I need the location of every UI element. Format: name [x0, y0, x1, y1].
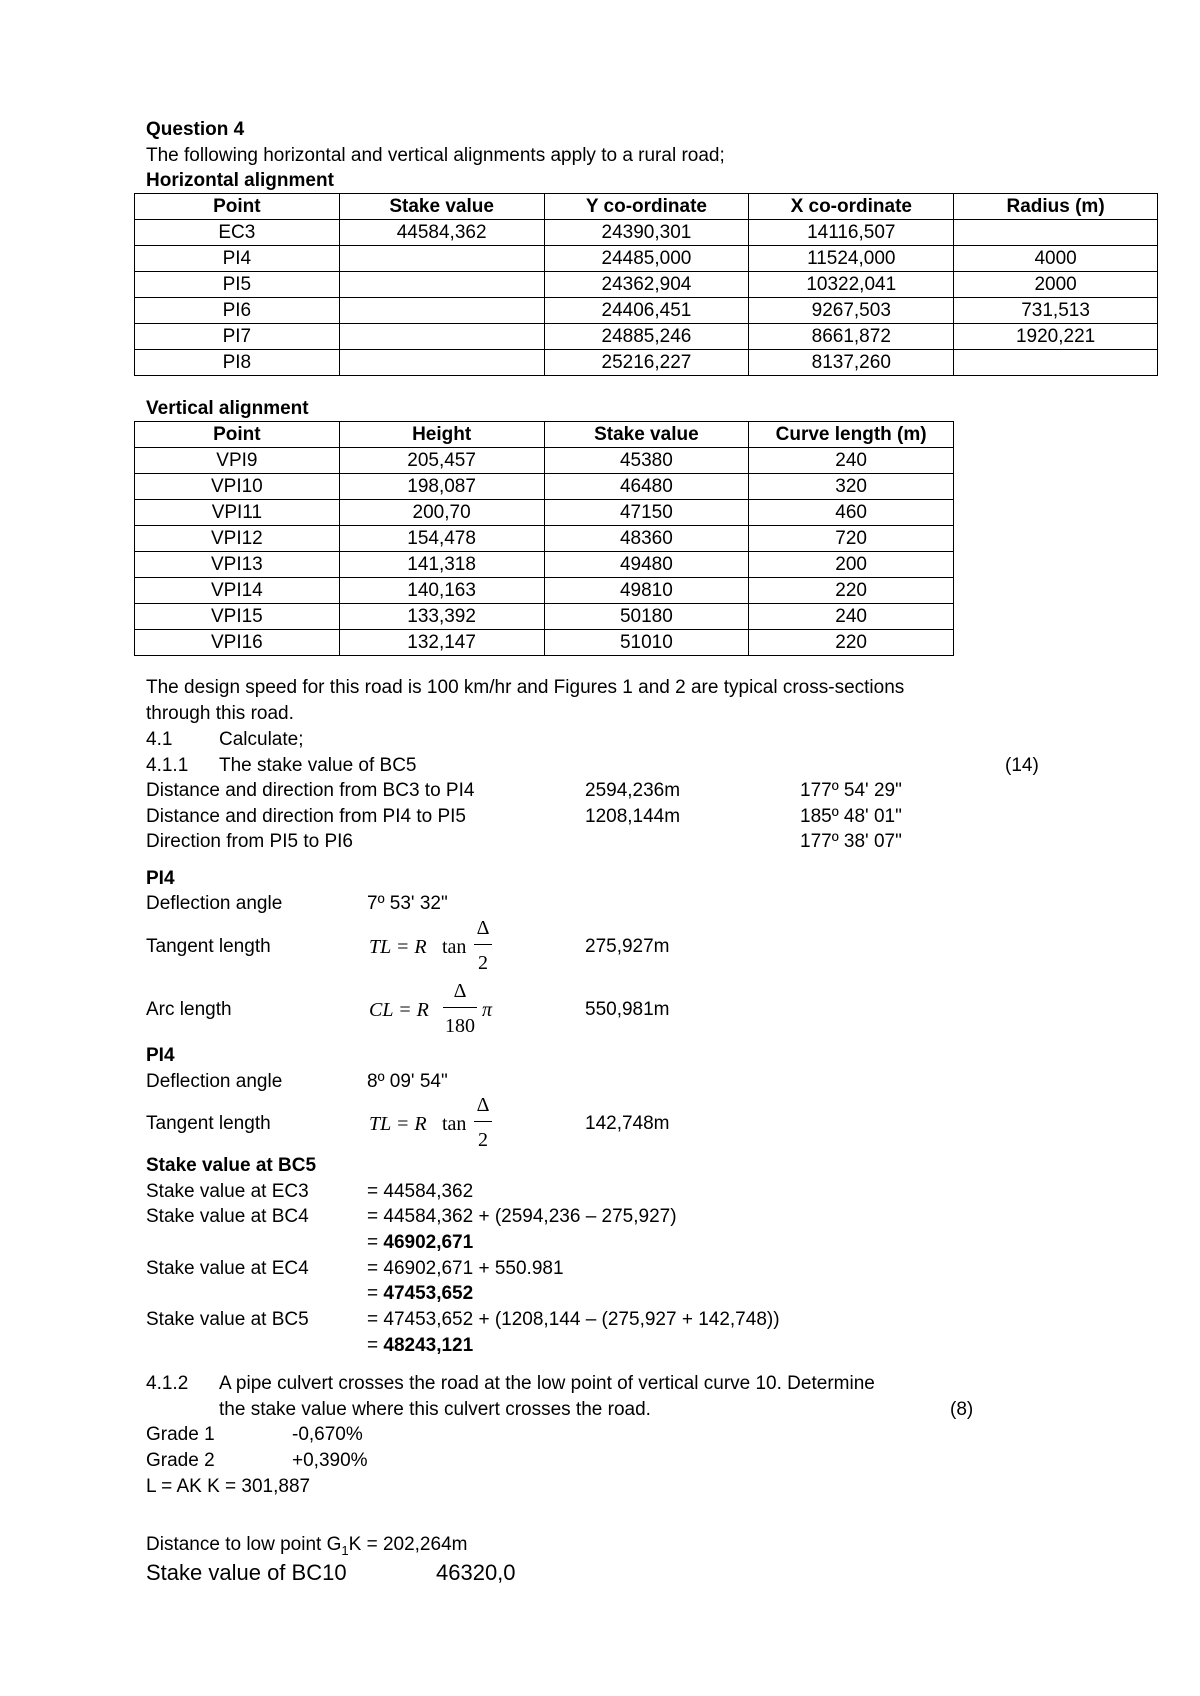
table-cell: PI4: [135, 246, 340, 272]
table-cell: 48360: [544, 526, 749, 552]
grade-value: -0,670%: [292, 1424, 363, 1445]
deflection-angle-label: Deflection angle: [146, 893, 283, 914]
bc5-title: Stake value at BC5: [146, 1155, 317, 1176]
arc-length-value: 550,981m: [585, 999, 670, 1020]
column-header: Stake value: [544, 422, 749, 448]
table-row: [135, 500, 954, 526]
table-cell: 720: [749, 526, 954, 552]
table-cell: [954, 220, 1158, 246]
result-value: 48243,121: [383, 1335, 474, 1356]
table-cell: VPI10: [135, 474, 340, 500]
calc-expression: = 44584,362: [367, 1181, 474, 1202]
deflection-angle-value: 7º 53' 32": [367, 893, 448, 914]
low-point-label: Distance to low point: [146, 1534, 322, 1555]
column-header: Stake value: [339, 194, 544, 220]
q411-text: The stake value of BC5: [219, 755, 417, 776]
table-row: [135, 578, 954, 604]
table-cell: 200,70: [339, 500, 544, 526]
q412-number: 4.1.2: [146, 1373, 189, 1394]
pi4-title-second: PI4: [146, 1045, 175, 1066]
table-row: [135, 526, 954, 552]
table-cell: VPI12: [135, 526, 340, 552]
calc-label: Stake value at BC4: [146, 1206, 309, 1227]
table-cell: 46480: [544, 474, 749, 500]
table-cell: [339, 272, 544, 298]
curve-length-line: L = AK K = 301,887: [146, 1476, 311, 1497]
table-cell: 141,318: [339, 552, 544, 578]
arc-formula-lhs: CL = R: [369, 999, 429, 1021]
table-row: [135, 272, 1158, 298]
table-cell: 133,392: [339, 604, 544, 630]
direction-label: Direction from PI5 to PI6: [146, 831, 353, 852]
q412-marks: (8): [950, 1399, 974, 1420]
q41-number: 4.1: [146, 729, 173, 750]
arc-length-label: Arc length: [146, 999, 232, 1020]
table-row: [135, 350, 1158, 376]
table-row: [135, 448, 954, 474]
tangent-formula-fn: tan: [442, 1113, 467, 1135]
tangent-length-value: 275,927m: [585, 936, 670, 957]
table-cell: 51010: [544, 630, 749, 656]
column-header: Y co-ordinate: [544, 194, 749, 220]
column-header: Height: [339, 422, 544, 448]
table-cell: 24885,246: [544, 324, 749, 350]
design-speed-line1: The design speed for this road is 100 km/hr and Figures 1 and 2 are typical cross-sections: [146, 677, 905, 698]
table-cell: VPI9: [135, 448, 340, 474]
table-cell: 731,513: [954, 298, 1158, 324]
table-cell: EC3: [135, 220, 340, 246]
pi4-title: PI4: [146, 868, 175, 889]
table-cell: 9267,503: [749, 298, 954, 324]
table-row: [135, 604, 954, 630]
direction-label: Distance and direction from BC3 to PI4: [146, 780, 475, 801]
table-cell: 140,163: [339, 578, 544, 604]
grade-label: Grade 1: [146, 1424, 215, 1445]
table-cell: 8137,260: [749, 350, 954, 376]
table-cell: 11524,000: [749, 246, 954, 272]
direction-label: Distance and direction from PI4 to PI5: [146, 806, 466, 827]
table-cell: 240: [749, 448, 954, 474]
table-cell: 240: [749, 604, 954, 630]
horizontal-alignment-table: [134, 193, 1158, 376]
table-cell: 198,087: [339, 474, 544, 500]
calc-expression: = 47453,652 + (1208,144 – (275,927 + 142,748)): [367, 1309, 780, 1330]
equals-sign: =: [367, 1232, 384, 1253]
table-cell: 47150: [544, 500, 749, 526]
q411-number: 4.1.1: [146, 755, 189, 776]
tangent-length-label: Tangent length: [146, 936, 271, 957]
table-cell: 220: [749, 578, 954, 604]
table-cell: 1920,221: [954, 324, 1158, 350]
column-header: Point: [135, 422, 340, 448]
table-cell: 44584,362: [339, 220, 544, 246]
table-cell: [339, 324, 544, 350]
table-cell: 25216,227: [544, 350, 749, 376]
horizontal-alignment-title: Horizontal alignment: [146, 170, 334, 191]
table-row: [135, 220, 1158, 246]
tangent-formula-numerator: Δ: [476, 917, 490, 939]
column-header: Curve length (m): [749, 422, 954, 448]
deflection-angle-value: 8º 09' 54": [367, 1071, 448, 1092]
bc10-value: 46320,0: [436, 1560, 516, 1585]
table-header-row: [135, 422, 954, 448]
fraction-bar: [474, 1121, 492, 1122]
column-header: X co-ordinate: [749, 194, 954, 220]
fraction-bar: [443, 1007, 477, 1008]
deflection-angle-label: Deflection angle: [146, 1071, 283, 1092]
tangent-formula-lhs: TL = R: [369, 1113, 427, 1135]
direction-bearing: 177º 54' 29": [800, 780, 902, 801]
table-cell: [339, 350, 544, 376]
grade-label: Grade 2: [146, 1450, 215, 1471]
intro-text: The following horizontal and vertical alignments apply to a rural road;: [146, 145, 725, 166]
result-value: 47453,652: [383, 1283, 474, 1304]
result-value: 46902,671: [383, 1232, 474, 1253]
q41-text: Calculate;: [219, 729, 304, 750]
tangent-formula-denominator: 2: [478, 1129, 488, 1151]
design-speed-line2: through this road.: [146, 703, 294, 724]
table-cell: 50180: [544, 604, 749, 630]
vertical-alignment-title: Vertical alignment: [146, 398, 309, 419]
table-header-row: [135, 194, 1158, 220]
calc-label: Stake value at EC4: [146, 1258, 309, 1279]
pi-symbol: π: [482, 999, 493, 1021]
direction-distance: 1208,144m: [585, 806, 681, 827]
q412-line1: A pipe culvert crosses the road at the low point of vertical curve 10. Determine: [219, 1373, 875, 1394]
table-cell: 200: [749, 552, 954, 578]
table-cell: PI6: [135, 298, 340, 324]
table-row: [135, 552, 954, 578]
table-cell: 49810: [544, 578, 749, 604]
question-heading: Question 4: [146, 119, 245, 140]
fraction-bar: [474, 944, 492, 945]
tangent-length-label: Tangent length: [146, 1113, 271, 1134]
calc-expression: = 44584,362 + (2594,236 – 275,927): [367, 1206, 677, 1227]
table-cell: 49480: [544, 552, 749, 578]
tangent-formula-denominator: 2: [478, 952, 488, 974]
table-cell: 132,147: [339, 630, 544, 656]
equals-sign: =: [367, 1283, 384, 1304]
table-cell: 24390,301: [544, 220, 749, 246]
table-cell: 460: [749, 500, 954, 526]
column-header: Point: [135, 194, 340, 220]
calc-label: Stake value at EC3: [146, 1181, 309, 1202]
arc-formula-denominator: 180: [445, 1015, 475, 1037]
table-cell: 24485,000: [544, 246, 749, 272]
q411-marks: (14): [1005, 755, 1039, 776]
table-cell: 220: [749, 630, 954, 656]
table-row: [135, 298, 1158, 324]
direction-bearing: 185º 48' 01": [800, 806, 902, 827]
table-cell: PI8: [135, 350, 340, 376]
table-cell: 24362,904: [544, 272, 749, 298]
table-cell: VPI11: [135, 500, 340, 526]
table-cell: 45380: [544, 448, 749, 474]
table-cell: 14116,507: [749, 220, 954, 246]
arc-formula-numerator: Δ: [453, 980, 467, 1002]
table-row: [135, 630, 954, 656]
equals-sign: =: [367, 1335, 384, 1356]
table-cell: PI7: [135, 324, 340, 350]
tangent-formula-fn: tan: [442, 936, 467, 958]
tangent-formula-numerator: Δ: [476, 1094, 490, 1116]
bc10-label: Stake value of BC10: [146, 1560, 347, 1585]
grade-value: +0,390%: [292, 1450, 368, 1471]
q412-line2: the stake value where this culvert crosses the road.: [219, 1399, 651, 1420]
table-cell: 8661,872: [749, 324, 954, 350]
table-cell: VPI13: [135, 552, 340, 578]
calc-result: [367, 1281, 473, 1307]
calc-expression: = 46902,671 + 550.981: [367, 1258, 564, 1279]
table-cell: VPI15: [135, 604, 340, 630]
table-cell: VPI16: [135, 630, 340, 656]
table-row: [135, 474, 954, 500]
table-row: [135, 246, 1158, 272]
direction-distance: 2594,236m: [585, 780, 681, 801]
table-cell: 10322,041: [749, 272, 954, 298]
table-cell: 154,478: [339, 526, 544, 552]
vertical-alignment-table: [134, 421, 954, 656]
calc-label: Stake value at BC5: [146, 1309, 309, 1330]
table-row: [135, 324, 1158, 350]
table-cell: VPI14: [135, 578, 340, 604]
table-cell: 205,457: [339, 448, 544, 474]
direction-bearing: 177º 38' 07": [800, 831, 902, 852]
table-cell: [954, 350, 1158, 376]
table-cell: 4000: [954, 246, 1158, 272]
table-cell: PI5: [135, 272, 340, 298]
table-cell: [339, 298, 544, 324]
tangent-length-value: 142,748m: [585, 1113, 670, 1134]
table-cell: 2000: [954, 272, 1158, 298]
low-point-expr: $G_1K = 202,264m$: [326, 1534, 468, 1558]
column-header: Radius (m): [954, 194, 1158, 220]
tangent-formula-lhs: TL = R: [369, 936, 427, 958]
calc-result: [367, 1230, 473, 1256]
calc-result: [367, 1333, 473, 1359]
table-cell: [339, 246, 544, 272]
table-cell: 320: [749, 474, 954, 500]
table-cell: 24406,451: [544, 298, 749, 324]
